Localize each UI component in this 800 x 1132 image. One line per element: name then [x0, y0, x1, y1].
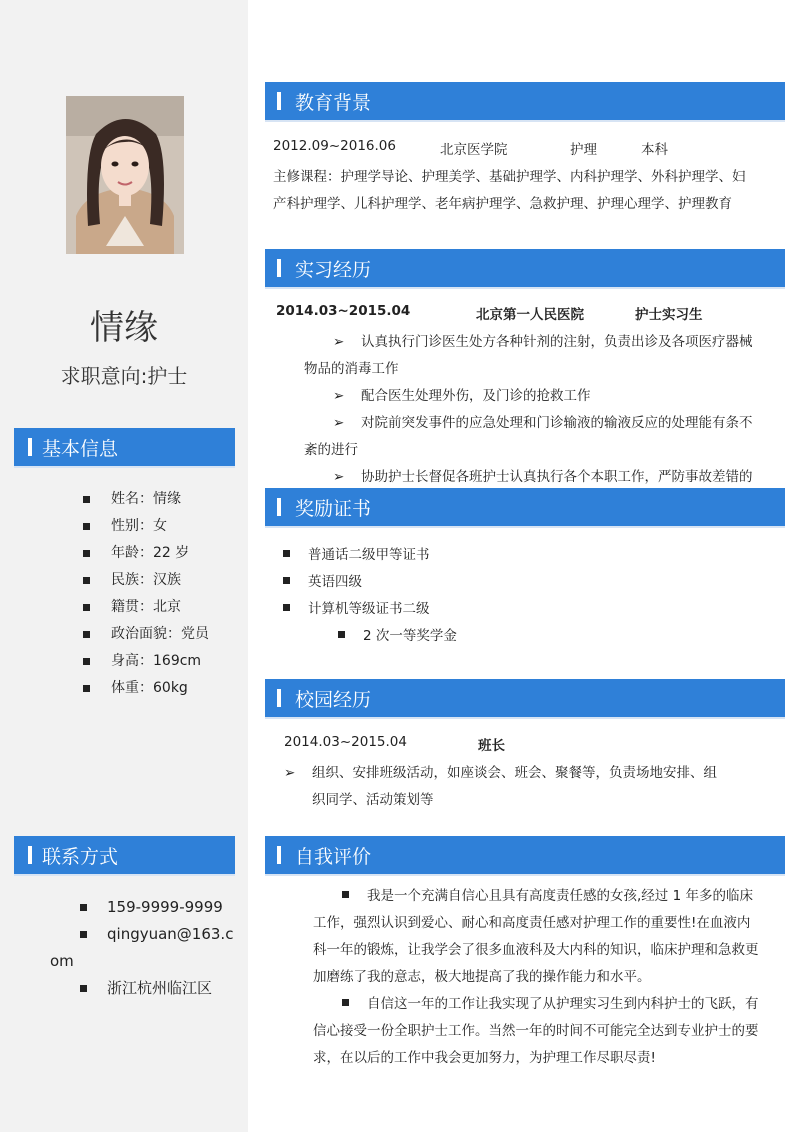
- intern-item-3: ➢ 对院前突发事件的应急处理和门诊输液的输液反应的处理能有条不: [333, 415, 753, 431]
- intern-item-1-cont: 物品的消毒工作: [304, 361, 399, 377]
- edu-degree: 本科: [641, 142, 668, 158]
- intern-org: 北京第一人民医院: [476, 307, 584, 323]
- award-item: 英语四级: [283, 570, 362, 590]
- bullet-icon: [83, 550, 90, 557]
- edu-courses-line1: 主修课程：护理学导论、护理美学、基础护理学、内科护理学、外科护理学、妇: [273, 169, 746, 185]
- self-eval-p1-l2: 工作，强烈认识到爱心、耐心和高度责任感对护理工作的重要性!在血液内: [313, 915, 751, 931]
- campus-role: 班长: [478, 738, 505, 754]
- bullet-icon: [283, 577, 290, 584]
- bullet-icon: [83, 604, 90, 611]
- section-marker: [277, 689, 281, 707]
- section-marker: [28, 846, 32, 864]
- edu-school: 北京医学院: [440, 142, 508, 158]
- section-basic-info: [14, 428, 235, 466]
- arrow-bullet-icon: ➢: [333, 469, 345, 485]
- section-internship: [265, 249, 785, 287]
- self-eval-p1-l1: 我是一个充满自信心且具有高度责任感的女孩,经过 1 年多的临床: [342, 884, 753, 904]
- edu-period: 2012.09~2016.06: [273, 138, 396, 154]
- list-item: 性别：女: [83, 513, 209, 540]
- section-education: [265, 82, 785, 120]
- arrow-bullet-icon: ➢: [284, 765, 296, 781]
- section-awards: [265, 488, 785, 526]
- section-title: 基本信息: [42, 437, 119, 460]
- candidate-name: 情缘: [90, 308, 158, 348]
- job-intent: 求职意向:护士: [60, 364, 188, 388]
- profile-photo: [66, 96, 184, 254]
- section-title: 奖励证书: [295, 497, 372, 520]
- list-item: 体重：60kg: [83, 675, 209, 702]
- section-marker: [28, 438, 32, 456]
- bullet-icon: [83, 631, 90, 638]
- campus-period: 2014.03~2015.04: [284, 734, 407, 750]
- list-item: 民族：汉族: [83, 567, 209, 594]
- intern-role: 护士实习生: [635, 307, 703, 323]
- section-contact: [14, 836, 235, 874]
- campus-item: ➢ 组织、安排班级活动，如座谈会、班会、聚餐等，负责场地安排、组: [284, 765, 717, 781]
- award-item: 计算机等级证书二级: [283, 597, 430, 617]
- bullet-icon: [283, 604, 290, 611]
- bullet-icon: [338, 631, 345, 638]
- edu-courses-line2: 产科护理学、儿科护理学、老年病护理学、急救护理、护理心理学、护理教育: [273, 196, 732, 212]
- section-campus: [265, 679, 785, 717]
- section-self-evaluation: [265, 836, 785, 874]
- section-title: 实习经历: [295, 258, 372, 281]
- self-eval-p2-l1: 自信这一年的工作让我实现了从护理实习生到内科护士的飞跃，有: [342, 992, 759, 1012]
- bullet-icon: [342, 891, 349, 898]
- contact-address: 浙江杭州临江区: [50, 975, 240, 1002]
- bullet-icon: [83, 685, 90, 692]
- list-item: 姓名：情缘: [83, 486, 209, 513]
- section-title: 联系方式: [42, 845, 119, 868]
- award-item: 普通话二级甲等证书: [283, 543, 430, 563]
- list-item: 政治面貌：党员: [83, 621, 209, 648]
- self-eval-p2-l3: 求，在以后的工作中我会更加努力，为护理工作尽职尽责!: [313, 1050, 656, 1066]
- arrow-bullet-icon: ➢: [333, 388, 345, 404]
- contact-email-cont: om: [50, 952, 74, 970]
- self-eval-p2-l2: 信心接受一份全职护士工作。当然一年的时间不可能完全达到专业护士的要: [313, 1023, 759, 1039]
- self-eval-p1-l3: 科一年的锻炼，让我学会了很多血液科及大内科的知识，临床护理和急救更: [313, 942, 759, 958]
- intern-item-4: ➢ 协助护士长督促各班护士认真执行各个本职工作，严防事故差错的: [333, 469, 753, 485]
- self-eval-p1-l4: 加磨练了我的意志，极大地提高了我的操作能力和水平。: [313, 969, 651, 985]
- section-title: 校园经历: [295, 688, 372, 711]
- intern-period: 2014.03~2015.04: [276, 303, 411, 319]
- bullet-icon: [83, 658, 90, 665]
- intern-item-1: ➢ 认真执行门诊医生处方各种针剂的注射，负责出诊及各项医疗器械: [333, 334, 753, 350]
- section-marker: [277, 846, 281, 864]
- bullet-icon: [80, 904, 87, 911]
- award-item: 2 次一等奖学金: [338, 624, 457, 644]
- campus-item-cont: 织同学、活动策划等: [312, 792, 434, 808]
- intern-item-3-cont: 紊的进行: [304, 442, 358, 458]
- section-marker: [277, 498, 281, 516]
- edu-major: 护理: [570, 142, 597, 158]
- bullet-icon: [83, 523, 90, 530]
- contact-phone: 159-9999-9999: [50, 894, 240, 921]
- bullet-icon: [283, 550, 290, 557]
- basic-info-list: [83, 486, 209, 702]
- contact-info: [50, 894, 240, 1002]
- list-item: 年龄：22 岁: [83, 540, 209, 567]
- section-title: 自我评价: [295, 845, 372, 868]
- list-item: 身高：169cm: [83, 648, 209, 675]
- list-item: 籍贯：北京: [83, 594, 209, 621]
- contact-email: qingyuan@163.c: [50, 921, 240, 948]
- arrow-bullet-icon: ➢: [333, 415, 345, 431]
- section-marker: [277, 259, 281, 277]
- bullet-icon: [83, 577, 90, 584]
- bullet-icon: [342, 999, 349, 1006]
- bullet-icon: [80, 985, 87, 992]
- bullet-icon: [83, 496, 90, 503]
- section-title: 教育背景: [295, 91, 372, 114]
- bullet-icon: [80, 931, 87, 938]
- section-marker: [277, 92, 281, 110]
- intern-item-2: ➢ 配合医生处理外伤，及门诊的抢救工作: [333, 388, 591, 404]
- arrow-bullet-icon: ➢: [333, 334, 345, 350]
